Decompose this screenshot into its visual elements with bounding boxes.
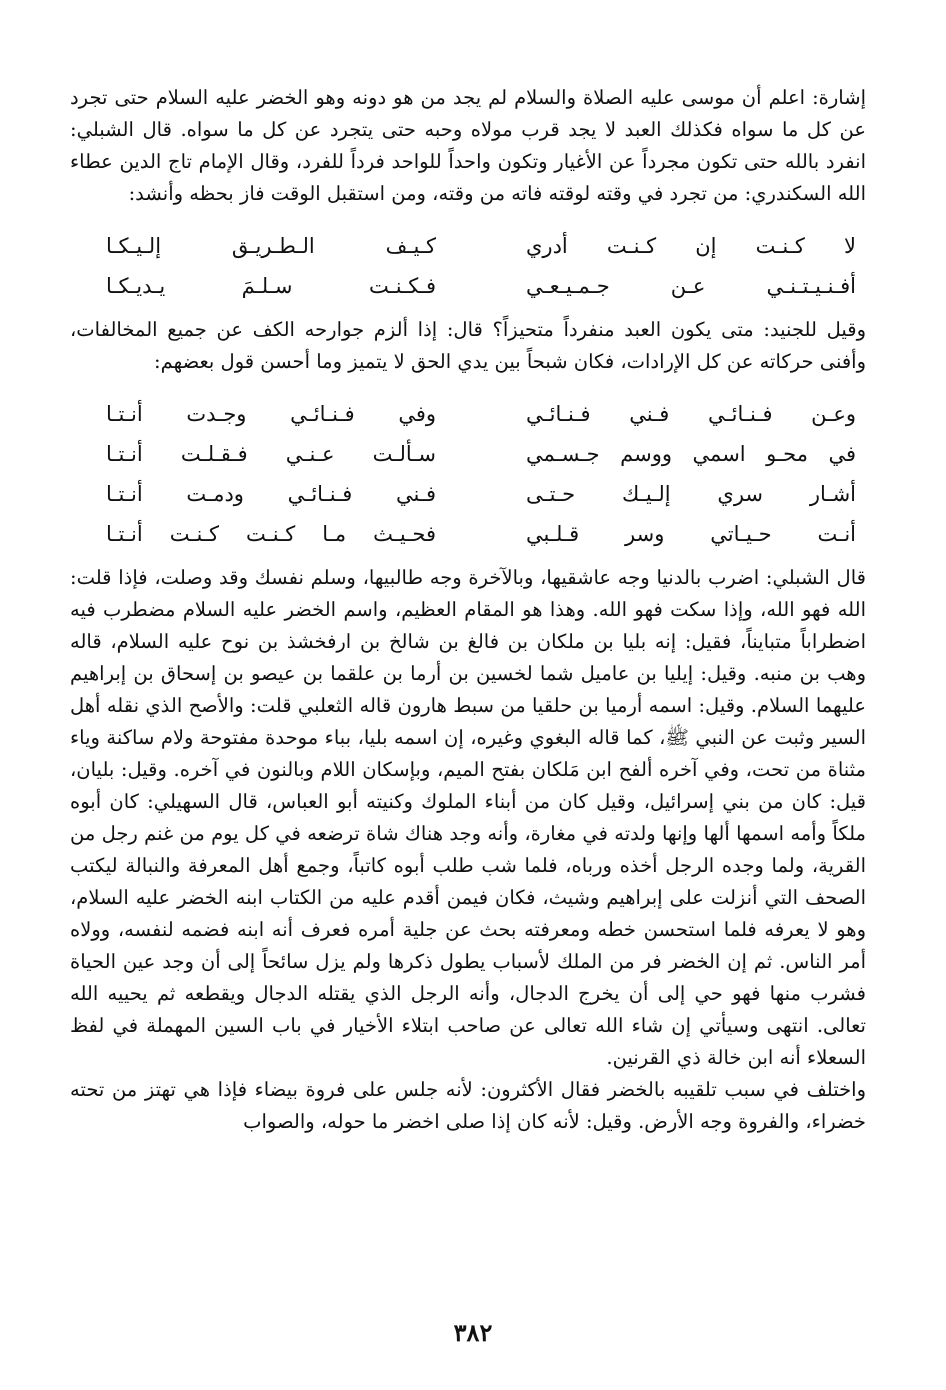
poem-1: [70, 226, 866, 306]
verse-left-hemistich: فـكـنـت سـلـمَ يـديـكـا: [106, 274, 436, 298]
poem-1-verse-2: [70, 266, 866, 306]
poem-2-verse-1: [70, 394, 866, 434]
verse-right-hemistich: أفـنـيـتـنـي عـن جـمـيـعـي: [526, 274, 856, 298]
paragraph-shibli-khidr: قال الشبلي: اضرب بالدنيا وجه عاشقيها، وبالآخرة وجه طالبيها، وسلم نفسك وقد وصلت، فإذا قلت: الله فهو الله، وإذا سكت فهو الله. وهذا هو المقام العظيم، واسم الخضر عليه السلام مضطرب فيه اضطراباً متبايناً، فقيل: إنه بليا بن ملكان بن فالغ بن شالخ بن ارفخشذ بن نوح عليه السلام، قاله وهب بن منبه. وقيل: إيليا بن عاميل شما لخسين بن أرما بن علقما بن عيصو بن إسحاق بن إبراهيم عليهما السلام. وقيل: اسمه أرميا بن حلقيا من سبط هارون قاله الثعلبي قلت: والأصح الذي نقله أهل السير وثبت عن النبي ﷺ، كما قاله البغوي وغيره، إن اسمه بليا، بباء موحدة مفتوحة ولام ساكنة وياء مثناة من تحت، وفي آخره ألفح ابن مَلكان بفتح الميم، وبإسكان اللام وبالنون في آخره. وقيل: بليان، قيل: كان من بني إسرائيل، وقيل كان من أبناء الملوك وكنيته أبو العباس، قال السهيلي: كان أبوه ملكاً وأمه اسمها ألها وإنها ولدته في مغارة، وأنه وجد هناك شاة ترضعه في كل يوم من غنم رجل من القرية، ولما وجده الرجل أخذه ورباه، فلما شب طلب أبوه كاتباً، وجمع أهل المعرفة والنبالة ليكتب الصحف التي أنزلت على إبراهيم وشيث، فكان فيمن أقدم عليه من الكتاب ابنه الخضر عليه السلام، وهو لا يعرفه فلما استحسن خطه ومعرفته بحث عن جلية أمره فعرف أنه ابنه فضمه لنفسه، وولاه أمر الناس. ثم إن الخضر فر من الملك لأسباب يطول ذكرها ولم يزل سائحاً إلى أن وجد عين الحياة فشرب منها فهو حي إلى أن يخرج الدجال، وأنه الرجل الذي يقتله الدجال ويقطعه ثم يحييه الله تعالى. انتهى وسيأتي إن شاء الله تعالى عن صاحب ابتلاء الأخيار في باب السين المهملة في لفظ السعلاء أنه ابن خالة ذي القرنين.: [70, 566, 866, 1069]
verse-left-hemistich: فحـيـث مـا كـنـت كـنـت أنـتـا: [106, 522, 436, 546]
verse-right-hemistich: لا كـنـت إن كـنـت أدري: [526, 234, 856, 258]
paragraph-isharah: إشارة: اعلم أن موسى عليه الصلاة والسلام لم يجد من هو دونه وهو الخضر عليه السلام حتى تجرد عن كل ما سواه فكذلك العبد لا يجد قرب مولاه وحبه حتى يتجرد عن كل ما سواه. قال الشبلي: انفرد بالله حتى تكون مجرداً عن الأغيار وتكون واحداً للواحد فرداً للفرد، وقال الإمام تاج الدين عطاء الله السكندري: من تجرد في وقته لوقته فاته من وقته، ومن استقبل الوقت فاز بحظه وأنشد:: [70, 86, 866, 205]
verse-left-hemistich: كـيـف الـطـريـق إلـيـكـا: [106, 234, 436, 258]
verse-left-hemistich: وفي فـنـائـي وجـدت أنـتـا: [106, 402, 436, 426]
poem-2: [70, 394, 866, 554]
verse-left-hemistich: سـألـت عـنـي فـقـلـت أنـتـا: [106, 442, 436, 466]
page-body: [70, 82, 866, 1138]
paragraph-junayd: وقيل للجنيد: متى يكون العبد منفرداً متحيزاً؟ قال: إذا ألزم جوارحه الكف عن جميع المخالفات، وأفنى حركاته عن كل الإرادات، فكان شبحاً بين يدي الحق لا يتميز وما أحسن قول بعضهم:: [70, 318, 866, 373]
verse-right-hemistich: أنـت حـيـاتي وسر قـلـبي: [526, 522, 856, 546]
verse-right-hemistich: أشـار سري إلـيـك حـتـى: [526, 482, 856, 506]
verse-left-hemistich: فـني فـنـائـي ودمـت أنـتـا: [106, 482, 436, 506]
verse-right-hemistich: وعـن فـنـائـي فـني فـنـائـي: [526, 402, 856, 426]
verse-right-hemistich: في محـو اسمي ووسم جـسـمي: [526, 442, 856, 466]
poem-1-verse-1: [70, 226, 866, 266]
paragraph-naming-reason: واختلف في سبب تلقيبه بالخضر فقال الأكثرون: لأنه جلس على فروة بيضاء فإذا هي تهتز من تحته خضراء، والفروة وجه الأرض. وقيل: لأنه كان إذا صلى اخضر ما حوله، والصواب: [70, 1078, 866, 1133]
poem-2-verse-4: [70, 514, 866, 554]
poem-2-verse-3: [70, 474, 866, 514]
poem-2-verse-2: [70, 434, 866, 474]
page-number: ٣٨٢: [453, 1318, 493, 1347]
